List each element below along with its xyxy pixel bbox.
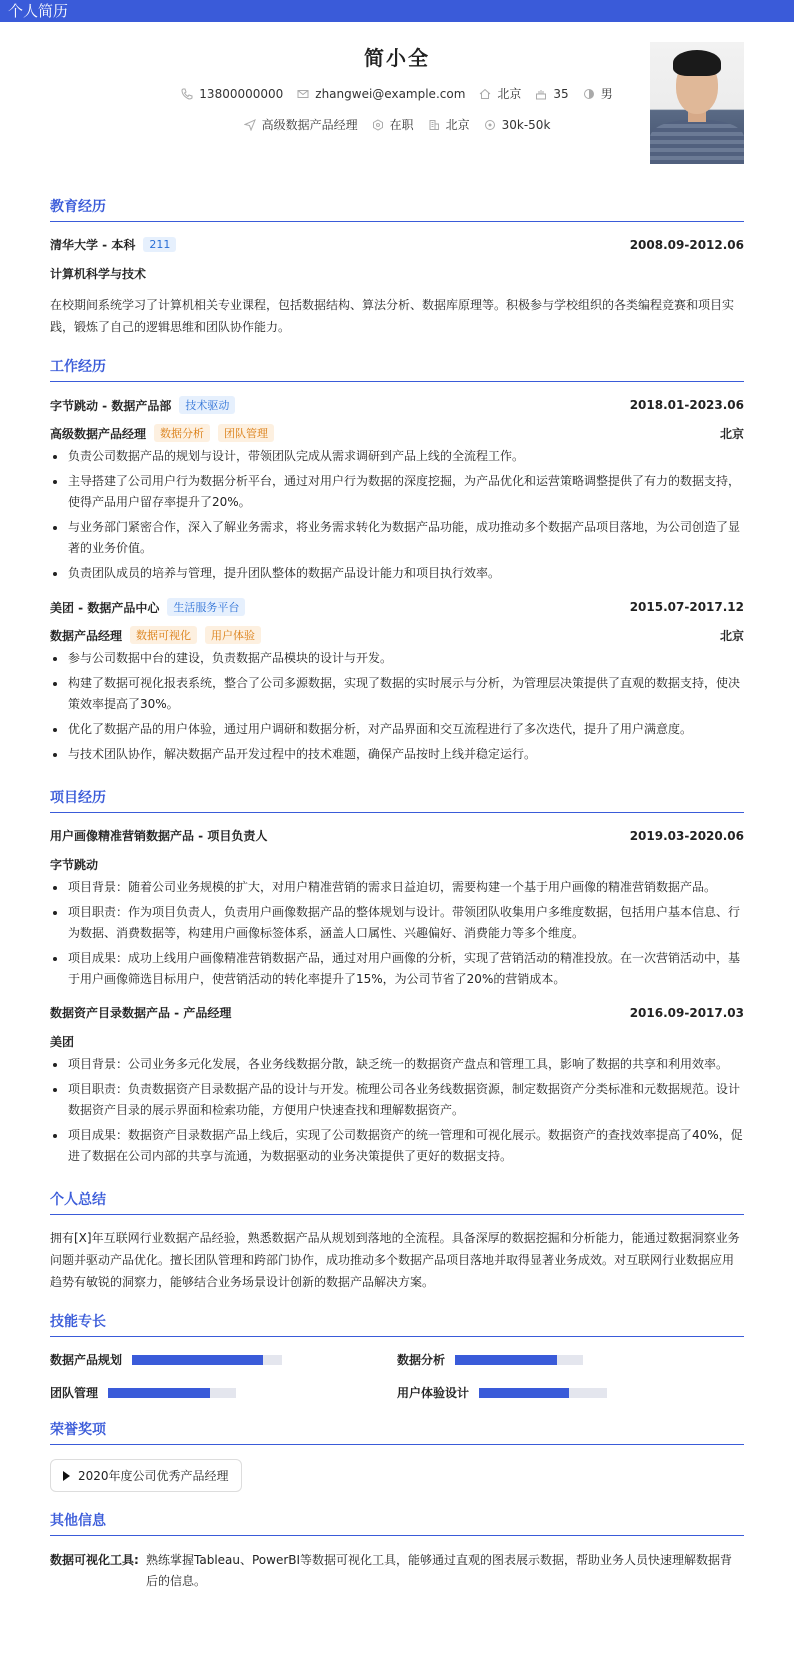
info-salary	[484, 118, 551, 132]
list-item: 主导搭建了公司用户行为数据分析平台，通过对用户行为数据的深度挖掘，为产品优化和运营策略调整提供了有力的数据支持，使得产品用户留存率提升了20%。	[50, 471, 744, 513]
work-date: 2018.01-2023.06	[629, 398, 744, 412]
project-date: 2016.09-2017.03	[629, 1005, 744, 1020]
list-item: 项目职责：负责数据资产目录数据产品的设计与开发。梳理公司各业务线数据资源，制定数据资产分类标准和元数据规范。设计数据资产目录的展示界面和检索功能，方便用户快速查找和理解数据资产。	[50, 1079, 744, 1121]
other-info-label: 数据可视化工具:	[50, 1553, 139, 1567]
section-title-skills: 技能专长	[50, 1311, 744, 1337]
work-city-text: 北京	[445, 118, 470, 132]
list-item: 项目成果：数据资产目录数据产品上线后，实现了公司数据资产的统一管理和可视化展示。数据资产的查找效率提高了40%，促进了数据在公司内部的共享与流通，为数据驱动的业务决策提供了更好的数据支持。	[50, 1125, 744, 1167]
info-age	[535, 87, 568, 101]
email-text: zhangwei@example.com	[315, 86, 466, 101]
position-title: 数据产品经理	[50, 628, 123, 643]
skill-name: 数据产品规划	[50, 1353, 123, 1367]
expand-triangle-icon	[63, 1471, 70, 1481]
skill-name: 用户体验设计	[397, 1386, 470, 1400]
other-info-item	[50, 1550, 744, 1592]
info-position	[244, 116, 358, 133]
skill-bar	[132, 1355, 282, 1365]
section-title-summary: 个人总结	[50, 1189, 744, 1215]
position-text: 高级数据产品经理	[261, 118, 358, 132]
other-info-text: 熟练掌握Tableau、PowerBI等数据可视化工具，能够通过直观的图表展示数据，帮助业务人员快速理解数据背后的信息。	[146, 1553, 733, 1588]
send-icon	[244, 119, 256, 131]
skill-item	[50, 1351, 397, 1368]
project-company: 美团	[50, 1035, 75, 1049]
phone-text: 13800000000	[199, 86, 284, 101]
gender-text: 男	[600, 87, 613, 101]
project-item	[50, 827, 744, 990]
skill-bar	[479, 1388, 607, 1398]
page-title: 个人简历	[8, 2, 69, 20]
work-location: 北京	[719, 628, 744, 643]
education-desc: 在校期间系统学习了计算机相关专业课程，包括数据结构、算法分析、数据库原理等。积极参与学校组织的各类编程竞赛和项目实践，锻炼了自己的逻辑思维和团队协作能力。	[50, 298, 735, 334]
award-text: 2020年度公司优秀产品经理	[78, 1469, 229, 1483]
summary-text: 拥有[X]年互联网行业数据产品经验，熟悉数据产品从规划到落地的全流程。具备深厚的数据挖掘和分析能力，能通过数据洞察业务问题并驱动产品优化。擅长团队管理和跨部门协作，成功推动多个数据产品项目落地并取得显著业务成效。对互联网行业数据应用趋势有敏锐的洞察力，能够结合业务场景设计创新的数据产品解决方案。	[50, 1231, 740, 1289]
list-item: 负责团队成员的培养与管理，提升团队整体的数据产品设计能力和项目执行效率。	[50, 563, 744, 584]
list-item: 项目背景：公司业务多元化发展，各业务线数据分散，缺乏统一的数据资产盘点和管理工具，影响了数据的共享和利用效率。	[50, 1054, 744, 1075]
skill-item	[397, 1351, 744, 1368]
major: 计算机科学与技术	[50, 267, 147, 281]
project-date: 2019.03-2020.06	[629, 828, 744, 843]
skill-item	[397, 1384, 744, 1401]
skill-tag: 用户体验	[205, 626, 261, 644]
school-tag: 211	[143, 237, 176, 252]
building-icon	[428, 119, 440, 131]
city-text: 北京	[497, 87, 522, 101]
company-name: 字节跳动 - 数据产品部	[50, 398, 172, 413]
mail-icon	[297, 88, 309, 100]
home-icon	[479, 88, 491, 100]
phone-icon	[181, 88, 193, 100]
top-bar	[0, 0, 794, 22]
skills-grid	[50, 1351, 744, 1401]
status-icon	[372, 119, 384, 131]
position-title: 高级数据产品经理	[50, 426, 147, 441]
job-info-row	[50, 116, 744, 133]
info-work-city	[428, 116, 470, 133]
project-company: 字节跳动	[50, 858, 99, 872]
skill-tag: 数据分析	[154, 424, 210, 442]
list-item: 项目背景：随着公司业务规模的扩大，对用户精准营销的需求日益迫切，需要构建一个基于用户画像的精准营销数据产品。	[50, 877, 744, 898]
skill-tag: 团队管理	[218, 424, 274, 442]
info-city	[479, 85, 521, 102]
skill-bar	[108, 1388, 236, 1398]
person-name: 简小全	[364, 46, 430, 70]
project-item	[50, 1004, 744, 1167]
info-phone	[181, 87, 283, 101]
skill-name: 团队管理	[50, 1386, 99, 1400]
info-status	[372, 116, 414, 133]
list-item: 优化了数据产品的用户体验，通过用户调研和数据分析，对产品界面和交互流程进行了多次迭代，提升了用户满意度。	[50, 719, 744, 740]
salary-text: 30k-50k	[501, 117, 551, 132]
skill-tag: 数据可视化	[130, 626, 197, 644]
salary-icon	[484, 119, 496, 131]
company-tag: 生活服务平台	[167, 598, 245, 616]
skill-bar	[455, 1355, 583, 1365]
project-name: 用户画像精准营销数据产品 - 项目负责人	[50, 829, 268, 843]
list-item: 与技术团队协作，解决数据产品开发过程中的技术难题，确保产品按时上线并稳定运行。	[50, 744, 744, 765]
info-email	[297, 87, 465, 101]
section-title-projects: 项目经历	[50, 787, 744, 813]
section-title-work: 工作经历	[50, 356, 744, 382]
section-title-honors: 荣誉奖项	[50, 1419, 744, 1445]
list-item: 与业务部门紧密合作，深入了解业务需求，将业务需求转化为数据产品功能，成功推动多个数据产品项目落地，为公司创造了显著的业务价值。	[50, 517, 744, 559]
education-date: 2008.09-2012.06	[629, 237, 744, 252]
work-item	[50, 396, 744, 584]
list-item: 构建了数据可视化报表系统，整合了公司多源数据，实现了数据的实时展示与分析，为管理层决策提供了直观的数据支持，使决策效率提高了30%。	[50, 673, 744, 715]
company-name: 美团 - 数据产品中心	[50, 600, 160, 615]
award-item[interactable]	[50, 1459, 242, 1492]
list-item: 项目成果：成功上线用户画像精准营销数据产品，通过对用户画像的分析，实现了营销活动的精准投放。在一次营销活动中，基于用户画像筛选目标用户，使营销活动的转化率提升了15%，为公司节省了20%的营销成本。	[50, 948, 744, 990]
company-tag: 技术驱动	[179, 396, 235, 414]
skill-item	[50, 1384, 397, 1401]
resume-header	[50, 22, 744, 182]
contact-info-row	[50, 85, 744, 102]
age-text: 35	[553, 86, 569, 101]
list-item: 参与公司数据中台的建设，负责数据产品模块的设计与开发。	[50, 648, 744, 669]
section-title-education: 教育经历	[50, 196, 744, 222]
work-date: 2015.07-2017.12	[629, 600, 744, 614]
profile-photo	[650, 42, 744, 164]
section-title-other: 其他信息	[50, 1510, 744, 1536]
work-item	[50, 598, 744, 765]
age-icon	[535, 88, 547, 100]
education-header	[50, 236, 744, 253]
work-location: 北京	[719, 426, 744, 441]
status-text: 在职	[389, 118, 414, 132]
project-name: 数据资产目录数据产品 - 产品经理	[50, 1006, 232, 1020]
skill-name: 数据分析	[397, 1353, 446, 1367]
list-item: 项目职责：作为项目负责人，负责用户画像数据产品的整体规划与设计。带领团队收集用户多维度数据，包括用户基本信息、行为数据、消费数据等，构建用户画像标签体系，涵盖人口属性、兴趣偏好、消费能力等多个维度。	[50, 902, 744, 944]
list-item: 负责公司数据产品的规划与设计，带领团队完成从需求调研到产品上线的全流程工作。	[50, 446, 744, 467]
gender-icon	[583, 88, 595, 100]
school-name: 清华大学 - 本科	[50, 238, 136, 252]
info-gender	[583, 85, 613, 102]
